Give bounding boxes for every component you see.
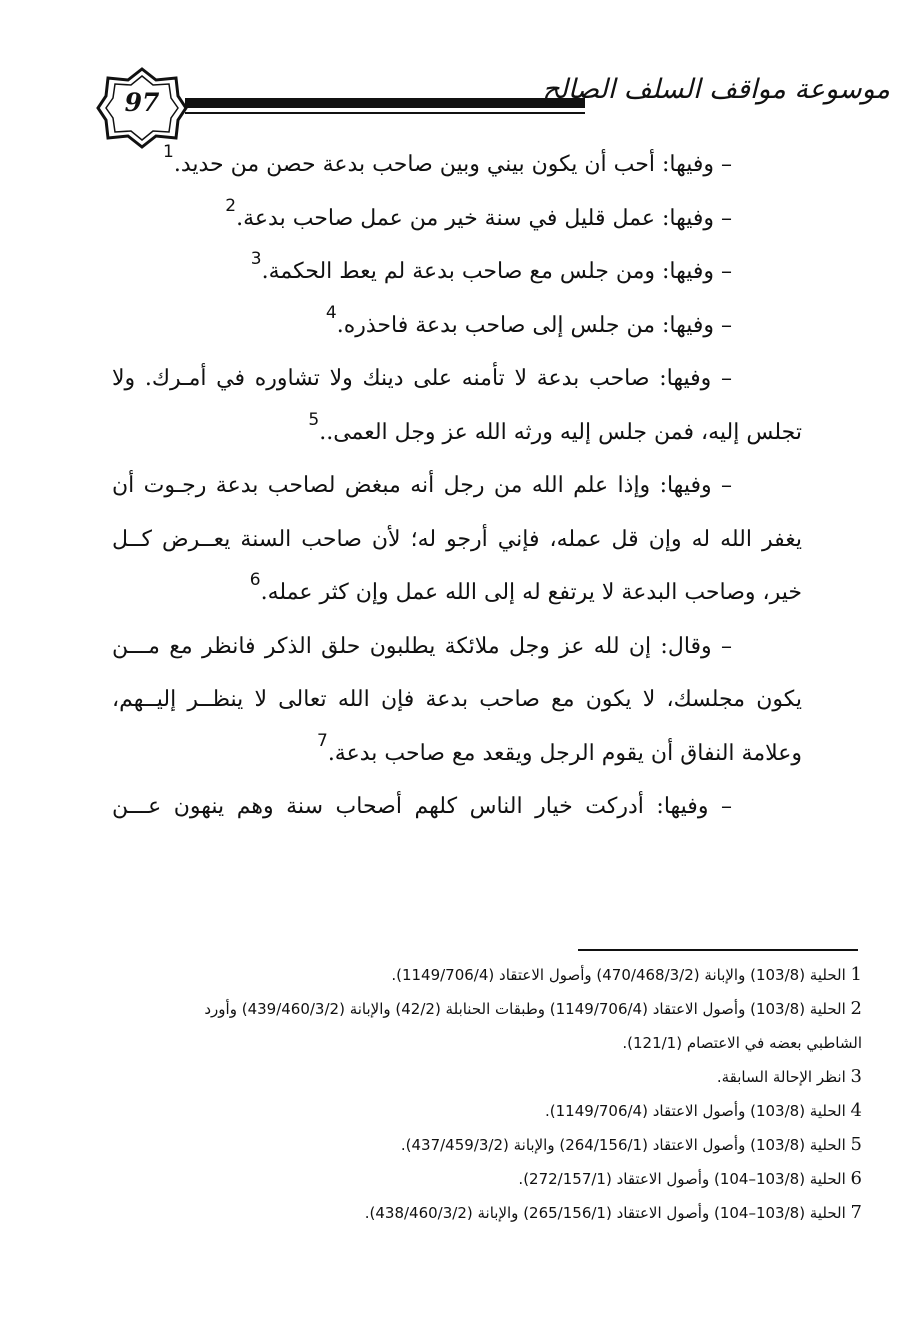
text-line [112,138,802,192]
text-line [112,459,802,513]
footnote-number: 2 [850,998,862,1019]
text-line-content: خير، وصاحب البدعة لا يرتفع له إلى الله عمل وإن كثر عمله. [260,580,802,605]
text-line-content: – وفيها: أحب أن يكون بيني وبين صاحب بدعة حصن من حديد. [173,152,732,177]
text-line-content: – وقال: إن لله عز وجل ملائكة يطلبون حلق الذكر فانظر مع مـــن [112,633,732,659]
text-line [112,513,802,567]
footnote-text: الحلية (103/8) والإبانة (470/468/3/2) وأصول الاعتقاد (1149/706/4). [391,966,846,984]
text-line-content: – وفيها: من جلس إلى صاحب بدعة فاحذره. [336,312,732,338]
footnote-ref: 1 [163,142,174,162]
footnote-text: الحلية (103/8–104) وأصول الاعتقاد (265/156/1) والإبانة (438/460/3/2). [364,1204,846,1222]
footnote-number: 6 [850,1168,862,1189]
footnote-ref: 7 [316,730,328,751]
running-title: موسوعة مواقف السلف الصالح [542,74,890,105]
text-line [112,352,802,406]
footnote-number: 1 [850,964,862,985]
text-line-content: تجلس إليه، فمن جلس إليه ورثه الله عز وجل العمى.. [319,419,802,445]
text-line [112,299,802,353]
text-line-content: – وفيها: عمل قليل في سنة خير من عمل صاحب بدعة. [236,205,732,231]
text-line-content: – وفيها: صاحب بدعة لا تأمنه على دينك ولا تشاوره في أمـرك. ولا [112,366,732,391]
footnote [110,1094,862,1128]
footnote [110,958,862,992]
footnote-ref: 5 [308,409,320,430]
footnote-continuation: الشاطبي بعضه في الاعتصام (121/1). [622,1034,862,1052]
text-line-content: يكون مجلسك، لا يكون مع صاحب بدعة فإن الله تعالى لا ينظــر إليــهم، [112,687,802,712]
text-line [112,566,802,620]
text-line-content: – وفيها: أدركت خيار الناس كلهم أصحاب سنة وهم ينهون عـــن [112,794,732,819]
page-number: 97 [124,88,160,117]
header-rule-thin [185,112,585,114]
text-line-content: – وفيها: وإذا علم الله من رجل أنه مبغض لصاحب بدعة رجـوت أن [112,473,732,498]
text-line-content: وعلامة النفاق أن يقوم الرجل ويقعد مع صاحب بدعة. [327,740,802,766]
footnote-text: انظر الإحالة السابقة. [716,1068,846,1086]
text-line [112,406,802,460]
text-line [112,727,802,781]
footnote-number: 4 [850,1100,862,1121]
footnote-separator [578,949,858,951]
footnote-text: الحلية (103/8) وأصول الاعتقاد (1149/706/4). [545,1102,846,1120]
footnote-number: 3 [850,1066,862,1087]
footnote-ref: 2 [225,195,237,216]
footnote-ref: 3 [250,249,262,269]
footnote [110,1128,862,1162]
text-line [112,780,802,834]
footnote-text: الحلية (103/8) وأصول الاعتقاد (1149/706/4) وطبقات الحنابلة (42/2) والإبانة (439/460/3/2) وأورد [204,1000,846,1018]
text-line-content: – وفيها: ومن جلس مع صاحب بدعة لم يعط الحكمة. [261,259,732,284]
text-line [112,245,802,299]
text-line [112,673,802,727]
footnote [110,1162,862,1196]
footnote-ref: 6 [249,570,261,590]
main-text [112,138,802,834]
footnote-text: الحلية (103/8–104) وأصول الاعتقاد (272/157/1). [518,1170,846,1188]
header-rule [185,98,585,108]
footnote-number: 7 [850,1202,862,1223]
footnotes [110,958,862,1230]
text-line [112,620,802,674]
text-line [112,192,802,246]
footnote-ref: 4 [325,302,337,323]
footnote-text: الحلية (103/8) وأصول الاعتقاد (264/156/1) والإبانة (437/459/3/2). [400,1136,846,1154]
footnote [110,1196,862,1230]
footnote-number: 5 [850,1134,862,1155]
footnote [110,1060,862,1094]
text-line-content: يغفر الله له وإن قل عمله، فإني أرجو له؛ لأن صاحب السنة يعــرض كــل [112,526,802,552]
footnote [110,992,862,1026]
